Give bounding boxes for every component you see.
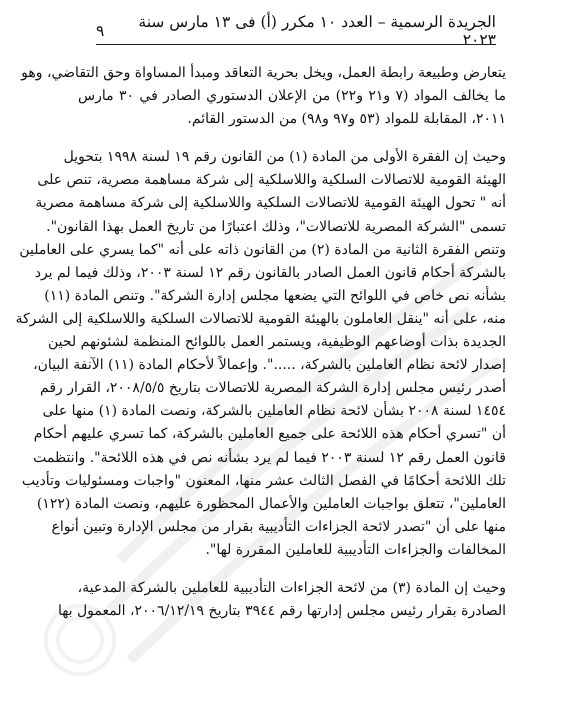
text-line: قانون العمل رقم ١٢ لسنة ٢٠٠٣ فيما لم يرد بشأنه نص في هذه اللائحة". وانتظمت <box>33 449 506 466</box>
text-line: وحيث إن المادة (٣) من لائحة الجزاءات التأديبية للعاملين بالشركة المدعية، <box>77 579 506 596</box>
paragraph-3 <box>57 577 506 620</box>
text-line: يتعارض وطبيعة رابطة العمل، ويخل بحرية التعاقد ومبدأ المساواة وحق التقاضي، وهو <box>21 65 506 81</box>
text-line: الصادرة بقرار رئيس مجلس إدارتها رقم ٣٩٤٤ بتاريخ ٢٠٠٦/١٢/١٩، المعمول بها <box>57 603 506 620</box>
text-line: ما يخالف المواد (٧ و٢١ و٢٢) من الإعلان الدستوري الصادر في ٣٠ مارس <box>78 88 506 105</box>
paragraph-2 <box>15 146 506 562</box>
page-number: ٩ <box>96 22 105 40</box>
header-title: الجريدة الرسمية – العدد ١٠ مكرر (أ) فى ١٣ مارس سنة ٢٠٢٣ <box>138 13 496 49</box>
body-text <box>15 62 506 632</box>
text-line: منه، على أنه "ينقل العاملون بالهيئة القومية للاتصالات السلكية واللاسلكية إلى الشركة <box>15 310 506 327</box>
text-line: منها على أن "تصدر لائحة الجزاءات التأديبية بقرار من مجلس الإدارة وتبين أنواع <box>51 518 506 535</box>
text-line: أصدر رئيس مجلس إدارة الشركة المصرية للاتصالات بتاريخ ٢٠٠٨/٥/٥، القرار رقم <box>40 380 506 397</box>
text-line: تلك اللائحة أحكامًا في الفصل الثالث عشر منها، المعنون "واجبات ومسئوليات وتأديب <box>21 472 506 489</box>
text-line: ٢٠١١، المقابلة للمواد (٥٣ و٩٧ و٩٨) من الدستور القائم. <box>187 111 506 128</box>
text-line: أن "تسري أحكام هذه اللائحة على جميع العاملين بالشركة، كما تسري عليهم أحكام <box>33 426 506 443</box>
text-line: بشأنه نص خاص في اللوائح التي يضعها مجلس إدارة الشركة". وتنص المادة (١١) <box>44 287 506 304</box>
text-line: إصدار لائحة نظام العاملين بالشركة، .....". وإعمالاً لأحكام المادة (١١) الآنفة البيان، <box>33 357 506 374</box>
text-line: وتنص الفقرة الثانية من المادة (٢) من القانون ذاته على أنه "كما يسري على العاملين <box>19 241 506 258</box>
text-line: بالشركة أحكام قانون العمل الصادر بالقانون رقم ١٢ لسنة ٢٠٠٣، وذلك فيما لم يرد <box>34 264 506 281</box>
paragraph-1 <box>21 62 506 131</box>
text-line: وحيث إن الفقرة الأولى من المادة (١) من القانون رقم ١٩ لسنة ١٩٩٨ بتحويل <box>63 149 506 166</box>
text-line: تسمى "الشركة المصرية للاتصالات"، وذلك اعتبارًا من تاريخ العمل بهذا القانون". <box>46 218 506 235</box>
header-divider <box>96 44 496 45</box>
text-line: العاملين"، تتعلق بواجبات العاملين والأعمال المحظورة عليهم، ونصت المادة (١٢٢) <box>36 495 506 512</box>
page-header <box>96 13 496 49</box>
text-line: ١٤٥٤ لسنة ٢٠٠٨ بشأن لائحة نظام العاملين بالشركة، ونصت المادة (١) منها على <box>42 403 506 420</box>
text-line: الجديدة بذات أوضاعهم الوظيفية، ويستمر العمل باللوائح المنظمة لشئونهم لحين <box>47 334 506 351</box>
text-line: الهيئة القومية للاتصالات السلكية واللاسلكية إلى شركة مساهمة مصرية، تنص على <box>37 172 506 189</box>
text-line: المخالفات والجزاءات التأديبية للعاملين المقررة لها". <box>205 541 506 558</box>
text-line: أنه " تحول الهيئة القومية للاتصالات السلكية واللاسلكية إلى شركة مساهمة مصرية <box>35 195 506 212</box>
